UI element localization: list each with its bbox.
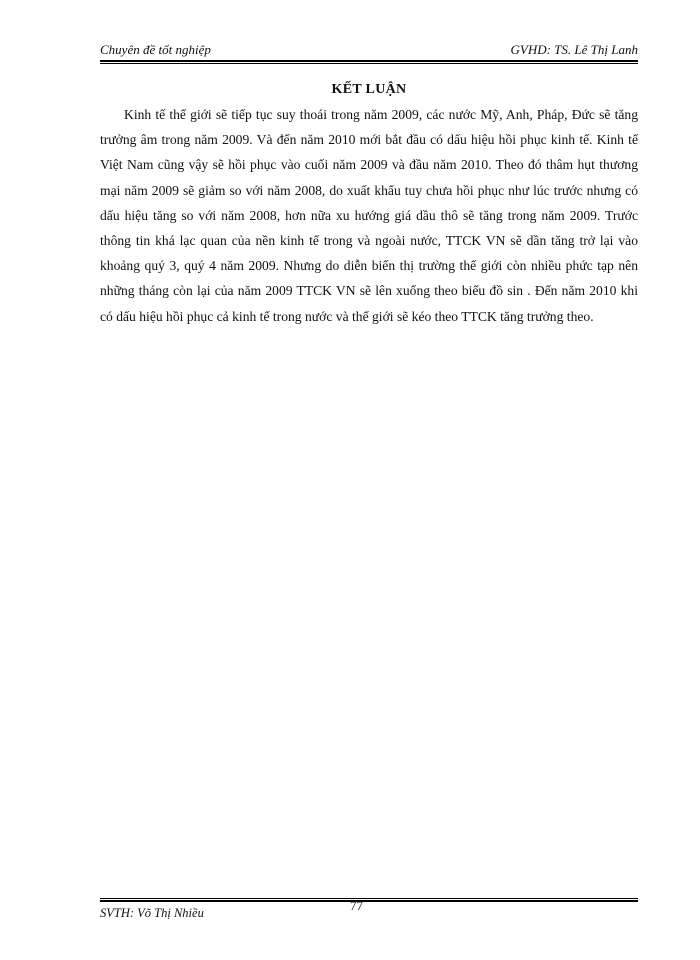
section-title: KẾT LUẬN bbox=[331, 82, 407, 97]
header-rule bbox=[100, 60, 638, 64]
header-document-type: Chuyên đề tốt nghiệp bbox=[100, 42, 211, 57]
footer-rule bbox=[100, 898, 638, 902]
page-number: 77 bbox=[350, 898, 363, 913]
page-header bbox=[100, 42, 638, 62]
header-advisor: GVHD: TS. Lê Thị Lanh bbox=[510, 42, 638, 57]
conclusion-paragraph: Kinh tế thế giới sẽ tiếp tục suy thoái trong năm 2009, các nước Mỹ, Anh, Pháp, Đức sẽ tăng trưởng âm trong năm 2009. Và đến năm 2010 mới bắt đầu có dấu hiệu hồi phục kinh tế. Kinh tế Việt Nam cũng vậy sẽ hồi phục vào cuối năm 2009 và đầu năm 2010. Theo đó thâm hụt thương mại năm 2009 sẽ giảm so với năm 2008, do xuất khẩu tuy chưa hồi phục như lúc trước nhưng có dấu hiệu tăng so với năm 2008, hơn nữa xu hướng giá dầu thô sẽ tăng trong năm 2009. Trước thông tin khá lạc quan của nền kinh tế trong và ngoài nước, TTCK VN sẽ dần tăng trở lại vào khoảng quý 3, quý 4 năm 2009. Nhưng do diễn biến thị trường thế giới còn nhiều phức tạp nên những tháng còn lại của năm 2009 TTCK VN sẽ lên xuống theo biểu đồ sin . Đến năm 2010 khi có dấu hiệu hồi phục cả kinh tế trong nước và thế giới sẽ kéo theo TTCK tăng trưởng theo. bbox=[100, 107, 638, 324]
footer-author: SVTH: Võ Thị Nhiều bbox=[100, 906, 204, 920]
